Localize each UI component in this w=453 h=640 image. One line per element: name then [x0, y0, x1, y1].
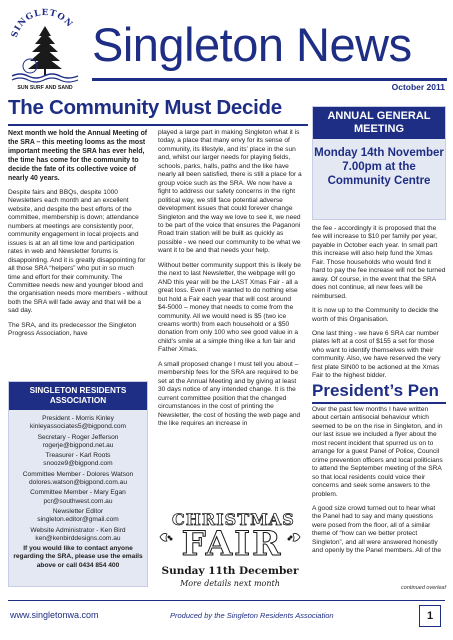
- article-paragraph: A good size crowd turned out to hear what the Panel had to say and many questions were posed from the floor, all of a similar theme of “how can we better protect Singleton”, and all were answered honestly and openly by the Panel members. All of the: [312, 504, 442, 555]
- contact-entry: [13, 452, 143, 469]
- article-headline: The Community Must Decide: [8, 96, 282, 119]
- contact-entry: [13, 415, 143, 432]
- contact-entry: [13, 434, 143, 451]
- article-paragraph: It is now up to the Community to decide the worth of this Organisation.: [312, 307, 439, 323]
- contact-entry: [13, 489, 143, 506]
- contact-note: If you would like to contact anyone regarding the SRA, please use the emails above or call 0434 854 400: [13, 545, 143, 569]
- article-paragraph: Despite fairs and BBQs, despite 1000 Newsletters each month and an excellent website, and despite the best efforts of the committee, membership is down; attendance numbers at meetings are consistently poor, community engagement in local projects and issues is at an all time low and participation rates in web and Newsletter forums is disappointing. And it is greatly disappointing for all those SRA “helpers” who put in so much time and effort for their community. The Committee needs new and younger blood and the organisation needs more members - without both the SRA will fade away and that will be a sad day.: [8, 189, 148, 315]
- issue-date: October 2011: [391, 82, 445, 92]
- article-lead: Next month we hold the Annual Meeting of the SRA – this meeting looms as the most important meeting the SRA has ever held, the time has come for the community to decide the fate of its collective voice of nearly 40 years.: [8, 130, 148, 182]
- presidents-pen-body: [312, 406, 446, 562]
- contact-role: Newsletter Editor: [52, 507, 104, 515]
- holly-icon: [158, 528, 176, 546]
- footer-credit: Produced by the Singleton Residents Association: [170, 611, 334, 620]
- masthead-title: Singleton News: [92, 18, 412, 71]
- article-paragraph: One last thing - we have 6 SRA car number plates left at a cost of $155 a set for those who want to identify themselves with their community. Also, we have reserved the very first plate SIN00 to be actioned at the Xmas Fair to the highest bidder.: [312, 329, 441, 380]
- page-header: [0, 0, 453, 92]
- article-paragraph: the fee - accordingly it is proposed that the fee will increase to $10 per family per year, payable in October each year. In small part this increase will also help fund the Xmas Fair. Those households who would find it hard to pay the fee increase will not be turned away. Of course, in the event that the SRA does not continue, all new fees will be reimbursed.: [312, 225, 446, 300]
- logo-tagline: SUN SURF AND SAND: [17, 85, 73, 90]
- contact-email[interactable]: pcr@southwest.com.au: [43, 497, 113, 505]
- agm-details: [313, 139, 445, 188]
- headline-divider: [8, 124, 308, 126]
- singleton-logo: [6, 4, 84, 90]
- fair-title-christmas: CHRISTMAS: [172, 510, 295, 529]
- contact-email[interactable]: dolores.watson@bigpond.com.au: [29, 479, 127, 487]
- contact-role: Committee Member - Mary Egan: [30, 489, 126, 497]
- contact-role: President - Morris Kinley: [42, 415, 114, 422]
- residents-association-box: [8, 381, 148, 587]
- article-paragraph: A small proposed change I must tell you about – membership fees for the SRA are required to be set at the Annual Meeting and by giving at least 30 days notice of any intended change. It is the current committee position that the changed circumstances in the cost of printing the Newsletter, the cost of hosting the web page and the like requires an increase in: [158, 360, 301, 427]
- contact-entry: [13, 471, 143, 488]
- residents-box-title: SINGLETON RESIDENTS ASSOCIATION: [9, 382, 147, 410]
- residents-box-body: [9, 410, 147, 570]
- agm-venue: Community Centre: [327, 175, 431, 187]
- agm-box: [312, 106, 446, 220]
- contact-entry: [13, 508, 143, 525]
- article-paragraph: played a large part in making Singleton what it is today, a place that many envy for its sense of community, its lifestyle, and its’ place in the sun and, whilst our larger needs for playing fields, schools, parks, halls, paths and the like have nearly all been satisfied, there is still a place for a group voice such as the SRA. We now have a fight to address our safety concerns in the right political way, we still face potential adverse development issues that could forever change Singleton and the way we love to see it, we need to be part of the voice that ensures the Paganoni Road train station will be built as quickly as possible - we need our community to be what we want it to be and that needs your help.: [158, 129, 302, 255]
- contact-role: Treasurer - Karl Roots: [45, 452, 111, 460]
- article-paragraph: Without better community support this is likely be the next to last Newsletter, the webpage will go AND this year will be the LAST Xmas Fair - all a great loss. Even if we wanted to do nothing else but hold a Fair each year that will cost around $4-5000 – money that needs to come from the community. All we would need is $5 (two ice creams worth) from each household or a $50 donation from only 100 who see good value in a child’s smile at a simple thing like a fun fair and Father Xmas.: [158, 261, 301, 354]
- page-number: 1: [419, 605, 441, 627]
- masthead-divider: [92, 78, 447, 81]
- contact-entry: [13, 527, 143, 544]
- contact-email[interactable]: ken@kenbirddesigns.com.au: [35, 534, 121, 542]
- article-column-2: [158, 129, 302, 434]
- fair-more-details: More details next month: [180, 579, 280, 588]
- contact-email[interactable]: kinleyassociates5@bigpond.com: [29, 423, 127, 431]
- contact-role: Secretary - Roger Jefferson: [37, 433, 119, 441]
- presidents-pen-divider: [312, 402, 446, 404]
- contact-role: Website Administrator - Ken Bird: [30, 526, 126, 534]
- christmas-fair-banner: [158, 508, 302, 594]
- agm-time: 7.00pm at the: [342, 161, 416, 173]
- article-paragraph: Over the past few months I have written about certain antisocial behaviour which seemed to be on the rise in Singleton, and in our last issue we included a flyer about the most recent incident that spurred us on to arrange for a guest Panel of Police, Council crime prevention officers and local politicians to attend the September meeting of the SRA so that local residents could voice their concerns and seek some answers to the problem.: [312, 406, 443, 498]
- website-link[interactable]: www.singletonwa.com: [10, 610, 99, 620]
- fair-title-fair: FAIR: [181, 524, 283, 564]
- page-footer: [0, 600, 453, 640]
- article-column-3: [312, 225, 446, 387]
- logo-name: SINGLETON: [9, 7, 75, 39]
- contact-email[interactable]: snooze9@bigpond.com: [43, 460, 113, 468]
- article-column-1: [8, 129, 148, 345]
- contact-email[interactable]: singleton.editor@gmail.com: [37, 516, 119, 524]
- contact-role: Committee Member - Dolores Watson: [22, 470, 134, 478]
- agm-title: ANNUAL GENERAL MEETING: [313, 107, 445, 139]
- presidents-pen-title: President’s Pen: [312, 381, 439, 400]
- agm-date: Monday 14th November: [314, 147, 444, 159]
- article-paragraph: The SRA, and its predecessor the Singleton Progress Association, have: [8, 321, 137, 338]
- footer-divider: [8, 600, 445, 601]
- continued-note: continued overleaf: [401, 585, 446, 591]
- fair-date: Sunday 11th December: [161, 565, 299, 577]
- contact-email[interactable]: rogerje@bigpond.net.au: [42, 441, 114, 449]
